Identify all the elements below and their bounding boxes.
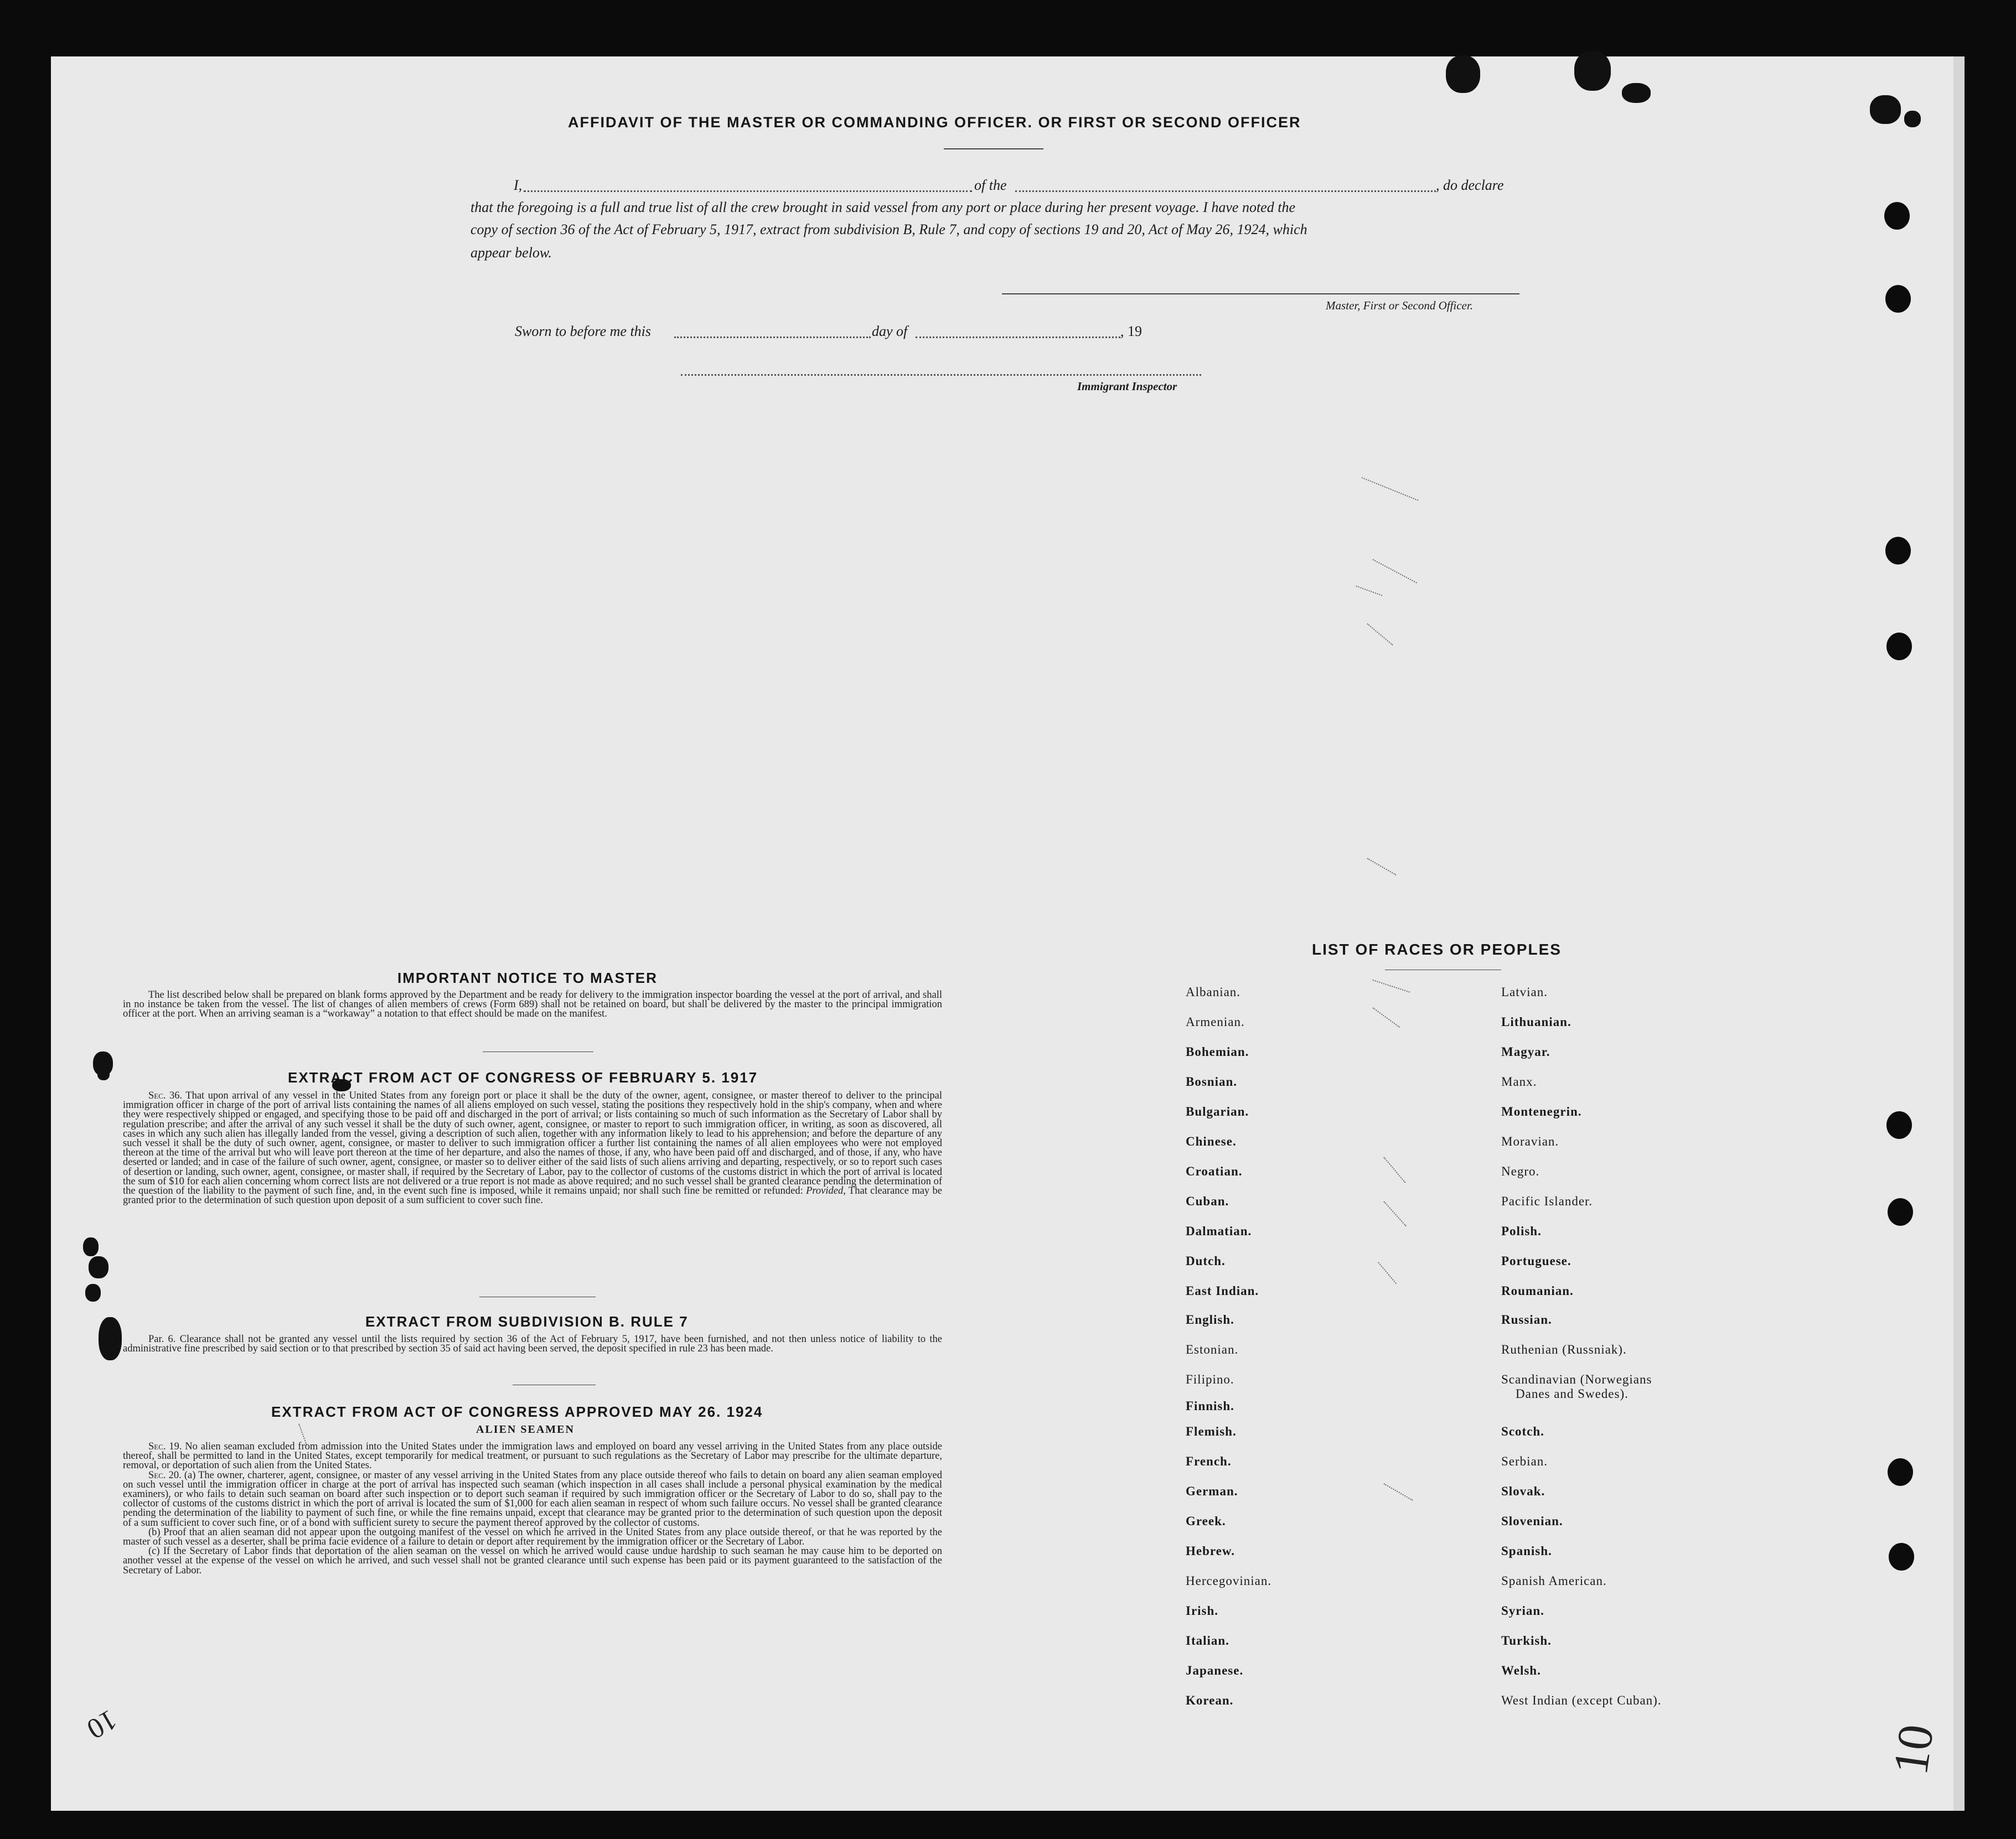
ink-blot	[89, 1256, 108, 1278]
sheet-edge	[1953, 56, 1965, 1811]
race-item: Montenegrin.	[1501, 1105, 1582, 1118]
race-item: Pacific Islander.	[1501, 1194, 1593, 1208]
race-item: Roumanian.	[1501, 1284, 1574, 1298]
race-item: Turkish.	[1501, 1634, 1552, 1648]
race-item: Spanish American.	[1501, 1574, 1607, 1588]
punch-hole	[1885, 537, 1911, 564]
margin-number-right: 10	[1883, 1721, 1945, 1778]
punch-hole	[1884, 202, 1910, 230]
title-underline	[944, 148, 1043, 149]
race-item: Korean.	[1186, 1693, 1234, 1707]
ink-blot	[1622, 83, 1651, 103]
name-blank[interactable]	[524, 190, 972, 192]
race-item: Cuban.	[1186, 1194, 1229, 1208]
races-title: LIST OF RACES OR PEOPLES	[1312, 941, 1562, 958]
race-item: Spanish.	[1501, 1544, 1552, 1558]
vessel-blank[interactable]	[1015, 190, 1436, 192]
notice-divider	[483, 1051, 593, 1052]
race-item: Serbian.	[1501, 1454, 1548, 1468]
race-item: Bulgarian.	[1186, 1105, 1249, 1118]
sec-20b-text: (b) Proof that an alien seaman did not appear upon the outgoing manifest of the vessel on which he arrived in the United States from any place outside thereof, or that he was reported by the master of such vessel as a deserter, shall be prima facie evidence of a failure to detain or deport after requirement by the immigration officer or the Secretary of Labor.	[123, 1526, 942, 1548]
affidavit-do-declare: , do declare	[1436, 177, 1504, 193]
race-item: Manx.	[1501, 1075, 1537, 1089]
sec-20c-text: (c) If the Secretary of Labor finds that deportation of the alien seaman on the vessel on which he arrived would cause undue hardship to such seaman he may cause him to be deported on another vessel at the expense of the vessel on which he arrived, and such vessel shall not be granted clearance until such expense has been paid or its payment guaranteed to the satisfaction of the Secretary of Labor.	[123, 1546, 942, 1576]
race-item: East Indian.	[1186, 1284, 1259, 1298]
sec-19-paragraph	[123, 1442, 942, 1471]
inspector-label: Immigrant Inspector	[1077, 380, 1177, 393]
extract-1924-subtitle: ALIEN SEAMEN	[476, 1423, 575, 1436]
affidavit-body-line3: appear below.	[471, 245, 552, 261]
race-item: English.	[1186, 1313, 1234, 1327]
ink-blot	[97, 1068, 110, 1080]
race-item: Polish.	[1501, 1224, 1542, 1238]
race-item: Estonian.	[1186, 1343, 1239, 1356]
ink-blot	[83, 1237, 99, 1256]
race-item: Lithuanian.	[1501, 1015, 1572, 1029]
extract-1924-title: EXTRACT FROM ACT OF CONGRESS APPROVED MAY 26. 1924	[271, 1403, 763, 1420]
sec-36-text: That upon arrival of any vessel in the United States from any foreign port or place it shall be the duty of the owner, agent, consignee, or master thereof to deliver to the principal immigration officer in charge of the port of arrival lists containing the names of all aliens employed on such vessel, stating the positions they respectively hold in the ship's company, when and where they were respectively shipped or engaged, and specifying those to be paid off and discharged in the port of arrival; or lists containing so much of such information as the Secretary of Labor shall by regulation prescribe; and after the arrival of any such vessel it shall be the duty of such owner, agent, consignee, or master to report to such immigration officer, in writing, as soon as discovered, all cases in which any such alien has illegally landed from the vessel, giving a description of such alien, together with any information likely to lead to his apprehension; and before the departure of any such vessel it shall be the duty of such owner, agent, consignee, or master to deliver to such immigration officer a further list containing the names of all alien employees who were not employed thereon at the time of the arrival but who will leave port thereon at the time of her departure, and also the names of those, if any, who have been paid off and discharged, and of those, if any, who have deserted or landed; and in case of the failure of such owner, agent, consignee, or master so to deliver either of the said lists of such aliens arriving and departing, respectively, or so to report such cases of desertion or landing, such owner, agent, consignee, or master shall, if required by the Secretary of Labor, pay to the collector of customs of the customs district in which the port of arrival is located the sum of $10 for each alien concerning whom correct lists are not delivered or a true report is not made as above required; and no such vessel shall be granted clearance pending the determination of the question of the liability to the payment of such fine, and, in the event such fine is imposed, while it remains unpaid; nor shall such fine be remitted or refunded:	[123, 1090, 943, 1197]
race-item: Scotch.	[1501, 1424, 1544, 1438]
ink-blot	[1870, 95, 1901, 124]
race-item: Ruthenian (Russniak).	[1501, 1343, 1627, 1356]
race-item: Greek.	[1186, 1514, 1226, 1528]
provided-label: Provided,	[806, 1185, 846, 1197]
affidavit-of-the-label: of the	[974, 177, 1007, 193]
affidavit-title: AFFIDAVIT OF THE MASTER OR COMMANDING OFFICER. OR FIRST OR SECOND OFFICER	[568, 114, 1301, 131]
sec-20-label: Sec. 20.	[148, 1469, 182, 1481]
punch-hole	[1888, 1198, 1913, 1226]
race-item: Negro.	[1501, 1164, 1540, 1178]
notice-text: The list described below shall be prepared on blank forms approved by the Department and be ready for delivery to the immigration inspector boarding the vessel at the port of arrival, and shall in no instance be taken from the vessel. The list of changes of alien members of crews (Form 689) shall not be retained on board, but shall be delivered by the master to the principal immigration officer at the port. When an arriving seaman is a “workaway” a notation to that effect should be made on the manifest.	[123, 990, 942, 1020]
race-item: Irish.	[1186, 1604, 1219, 1618]
punch-hole	[1888, 1458, 1913, 1486]
inspector-signature-line[interactable]	[681, 374, 1201, 376]
race-item: Bohemian.	[1186, 1045, 1249, 1059]
notice-title: IMPORTANT NOTICE TO MASTER	[397, 970, 658, 986]
punch-hole	[1886, 1111, 1912, 1139]
race-item: Scandinavian (Norwegians	[1501, 1372, 1652, 1386]
sec-19-label: Sec. 19.	[148, 1441, 182, 1452]
race-item: Slovenian.	[1501, 1514, 1563, 1528]
margin-number-left: 10	[81, 1703, 122, 1745]
rule-7-title: EXTRACT FROM SUBDIVISION B. RULE 7	[365, 1313, 689, 1330]
race-item: German.	[1186, 1484, 1238, 1498]
race-item: Croatian.	[1186, 1164, 1243, 1178]
race-item: Syrian.	[1501, 1604, 1544, 1618]
extract-1917-title: EXTRACT FROM ACT OF CONGRESS OF FEBRUARY 5. 1917	[288, 1069, 758, 1086]
race-item: Latvian.	[1501, 985, 1548, 999]
race-item: Chinese.	[1186, 1135, 1237, 1148]
race-item: Filipino.	[1186, 1372, 1234, 1386]
race-item: Finnish.	[1186, 1399, 1234, 1413]
day-of-label: day of	[872, 323, 908, 339]
race-item: Flemish.	[1186, 1424, 1237, 1438]
race-item: Slovak.	[1501, 1484, 1545, 1498]
extract-1924-text	[123, 1442, 942, 1576]
race-item: Danes and Swedes).	[1516, 1387, 1629, 1401]
extract-1917-text	[123, 1091, 942, 1205]
race-item: Hercegovinian.	[1186, 1574, 1272, 1588]
ink-blot	[1574, 51, 1611, 91]
master-signature-label: Master, First or Second Officer.	[1326, 299, 1473, 312]
ink-blot	[1904, 111, 1921, 127]
race-item: French.	[1186, 1454, 1232, 1468]
race-item: Albanian.	[1186, 985, 1241, 999]
punch-hole	[1886, 633, 1912, 660]
ink-blot	[99, 1317, 122, 1360]
affidavit-body-line1: that the foregoing is a full and true list of all the crew brought in said vessel from any port or place during her present voyage. I have noted the	[471, 199, 1295, 215]
rule-7-text: Par. 6. Clearance shall not be granted any vessel until the lists required by section 36 of the Act of February 5, 1917, have been furnished, and not then unless notice of liability to the administrative fine prescribed by said section or to that prescribed by section 35 of said act having been served, the deposit specified in rule 23 has been made.	[123, 1334, 942, 1355]
race-item: Bosnian.	[1186, 1075, 1238, 1089]
punch-hole	[1889, 1543, 1914, 1571]
affidavit-i-label: I,	[514, 177, 523, 193]
race-item: West Indian (except Cuban).	[1501, 1693, 1662, 1707]
day-blank[interactable]	[674, 336, 871, 338]
race-item: Russian.	[1501, 1313, 1552, 1327]
year-label: , 19	[1120, 323, 1142, 339]
race-item: Italian.	[1186, 1634, 1229, 1648]
ink-blot	[85, 1284, 101, 1302]
sworn-label: Sworn to before me this	[515, 323, 652, 339]
race-item: Portuguese.	[1501, 1254, 1572, 1268]
affidavit-body-line2: copy of section 36 of the Act of February 5, 1917, extract from subdivision B, Rule 7, and copy of sections 19 and 20, Act of May 26, 1924, which	[471, 221, 1307, 237]
ink-blot	[1446, 55, 1480, 93]
sec-20a-paragraph	[123, 1471, 942, 1528]
sec-36-text-end: That clearance may be granted prior to the determination of such question upon deposit of a sum sufficient to cover such fine.	[123, 1185, 943, 1206]
race-item: Dalmatian.	[1186, 1224, 1252, 1238]
race-item: Moravian.	[1501, 1135, 1559, 1148]
month-blank[interactable]	[916, 336, 1120, 338]
race-item: Magyar.	[1501, 1045, 1550, 1059]
race-item: Armenian.	[1186, 1015, 1245, 1029]
race-item: Dutch.	[1186, 1254, 1226, 1268]
sec-20a-text: (a) The owner, charterer, agent, consignee, or master of any vessel arriving in the United States from any place outside thereof who fails to detain on board any alien seaman employed on such vessel until the immigration officer in charge at the port of arrival has inspected such seaman (which inspection in all cases shall include a personal physical examination by the medical examiners), or who fails to detain such seaman on board after such inspection or to deport such seaman if required by such immigration officer or the Secretary of Labor to do so, shall pay to the collector of customs of the customs district in which the port of arrival is located the sum of $1,000 for each alien seaman in respect of whom such failure occurs. No vessel shall be granted clearance pending the determination of the liability to payment of such fine, or while the fine remains unpaid, except that clearance may be granted prior to the determination of such question upon the deposit of a sum sufficient to cover such fine, or of a bond with sufficient surety to secure the payment thereof approved by the collector of customs.	[123, 1469, 943, 1529]
race-item: Welsh.	[1501, 1664, 1541, 1677]
sec-19-text: No alien seaman excluded from admission into the United States under the immigration laws and employed on board any vessel arriving in the United States from any place outside thereof, shall be permitted to land in the United States, except temporarily for medical treatment, or pursuant to such regulations as the Secretary of Labor may prescribe for the ultimate departure, removal, or deportation of such alien from the United States.	[123, 1441, 943, 1472]
race-item: Hebrew.	[1186, 1544, 1235, 1558]
punch-hole	[1885, 285, 1911, 313]
race-item: Japanese.	[1186, 1664, 1244, 1677]
sec-36-label: Sec. 36.	[148, 1090, 183, 1101]
master-signature-line[interactable]	[1002, 293, 1519, 294]
